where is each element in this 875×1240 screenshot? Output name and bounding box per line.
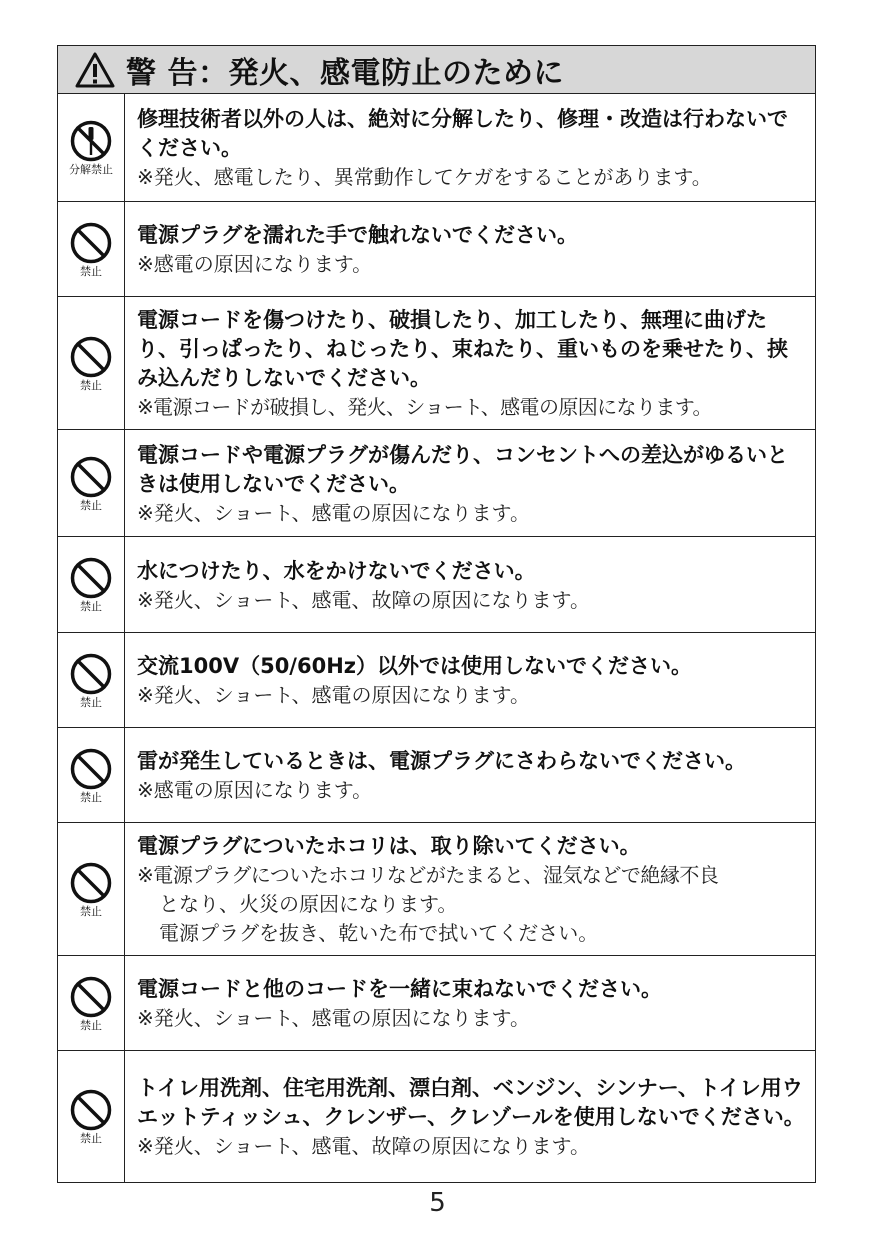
warning-main-text: トイレ用洗剤、住宅用洗剤、漂白剤、ベンジン、シンナー、トイレ用ウエットティッシュ、クレンザー、クレゾールを使用しないでください。 <box>137 1076 805 1129</box>
icon-label: 分解禁止 <box>69 163 113 176</box>
warning-note-text: ※発火、ショート、感電の原因になります。 <box>137 1006 530 1030</box>
icon-cell <box>58 633 125 727</box>
icon-label: 禁止 <box>80 1018 102 1032</box>
warning-note-text: 電源プラグを抜き、乾いた布で拭いてください。 <box>159 921 599 945</box>
warning-note-text: ※発火、ショート、感電の原因になります。 <box>137 500 530 525</box>
icon-cell <box>58 728 125 822</box>
warning-row <box>58 537 815 633</box>
icon-label: 禁止 <box>80 1132 102 1145</box>
icon-cell <box>58 537 125 632</box>
warning-row <box>58 728 815 823</box>
prohibited-icon <box>69 652 113 696</box>
text-cell <box>125 823 815 955</box>
warning-note-text: ※感電の原因になります。 <box>137 778 373 802</box>
warning-table <box>57 45 816 1183</box>
warning-note-text: ※感電の原因になります。 <box>137 252 373 276</box>
warning-row <box>58 297 815 430</box>
warning-row <box>58 823 815 956</box>
icon-cell <box>58 956 125 1050</box>
text-cell <box>125 956 815 1050</box>
prohibited-icon <box>69 221 113 265</box>
warning-main-text: 電源コードを傷つけたり、破損したり、加工したり、無理に曲げたり、引っぱったり、ねじったり、束ねたり、重いものを乗せたり、挟み込んだりしないでください。 <box>137 308 788 390</box>
icon-cell <box>58 823 125 955</box>
prohibited-icon <box>69 556 113 600</box>
text-cell <box>125 297 815 429</box>
prohibited-icon <box>69 335 113 379</box>
warning-note-text: ※発火、ショート、感電の原因になります。 <box>137 683 530 707</box>
warning-main-text: 電源プラグについたホコリは、取り除いてください。 <box>137 834 641 858</box>
prohibited-icon <box>69 1088 113 1132</box>
icon-label: 禁止 <box>80 904 102 918</box>
warning-note-text: ※発火、ショート、感電、故障の原因になります。 <box>137 587 590 612</box>
warning-row <box>58 430 815 537</box>
text-cell <box>125 202 815 296</box>
text-cell <box>125 1051 815 1182</box>
warning-row <box>58 202 815 297</box>
warning-main-text: 雷が発生しているときは、電源プラグにさわらないでください。 <box>137 749 746 773</box>
warning-row <box>58 956 815 1051</box>
warning-header <box>58 46 815 94</box>
disassembly-prohibited-icon <box>69 119 113 163</box>
warning-title: 警 告：発火、感電防止のために <box>126 55 564 91</box>
prohibited-icon <box>69 747 113 791</box>
text-cell <box>125 94 815 201</box>
icon-label: 禁止 <box>80 790 102 804</box>
warning-main-text: 修理技術者以外の人は、絶対に分解したり、修理・改造は行わないでください。 <box>137 107 788 160</box>
icon-label: 禁止 <box>80 264 102 278</box>
warning-row <box>58 633 815 728</box>
icon-cell <box>58 430 125 536</box>
icon-cell <box>58 297 125 429</box>
prohibited-icon <box>69 975 113 1019</box>
warning-note-text: となり、火災の原因になります。 <box>159 892 458 916</box>
icon-cell <box>58 1051 125 1182</box>
icon-label: 禁止 <box>80 600 102 613</box>
icon-label: 禁止 <box>80 498 102 512</box>
warning-main-text: 水につけたり、水をかけないでください。 <box>137 558 536 583</box>
warning-main-text: 電源プラグを濡れた手で触れないでください。 <box>137 223 578 247</box>
warning-note-text: ※電源コードが破損し、発火、ショート、感電の原因になります。 <box>137 395 712 419</box>
icon-cell <box>58 202 125 296</box>
warning-row <box>58 1051 815 1182</box>
warning-note-text: ※発火、感電したり、異常動作してケガをすることがあります。 <box>137 165 712 189</box>
icon-cell <box>58 94 125 201</box>
warning-note-text: ※電源プラグについたホコリなどがたまると、湿気などで絶縁不良 <box>137 863 719 887</box>
icon-label: 禁止 <box>80 695 102 709</box>
warning-note-text: ※発火、ショート、感電、故障の原因になります。 <box>137 1134 590 1158</box>
page-number: 5 <box>429 1188 446 1218</box>
warning-main-text: 交流100V（50/60Hz）以外では使用しないでください。 <box>137 654 693 678</box>
prohibited-icon <box>69 455 113 499</box>
text-cell <box>125 728 815 822</box>
text-cell <box>125 633 815 727</box>
warning-triangle-icon <box>74 51 116 89</box>
warning-row <box>58 94 815 202</box>
warning-main-text: 電源コードや電源プラグが傷んだり、コンセントへの差込がゆるいときは使用しないでください。 <box>137 442 788 496</box>
text-cell <box>125 430 815 536</box>
prohibited-icon <box>69 861 113 905</box>
icon-label: 禁止 <box>80 378 102 392</box>
warning-main-text: 電源コードと他のコードを一緒に束ねないでください。 <box>137 977 662 1001</box>
text-cell <box>125 537 815 632</box>
